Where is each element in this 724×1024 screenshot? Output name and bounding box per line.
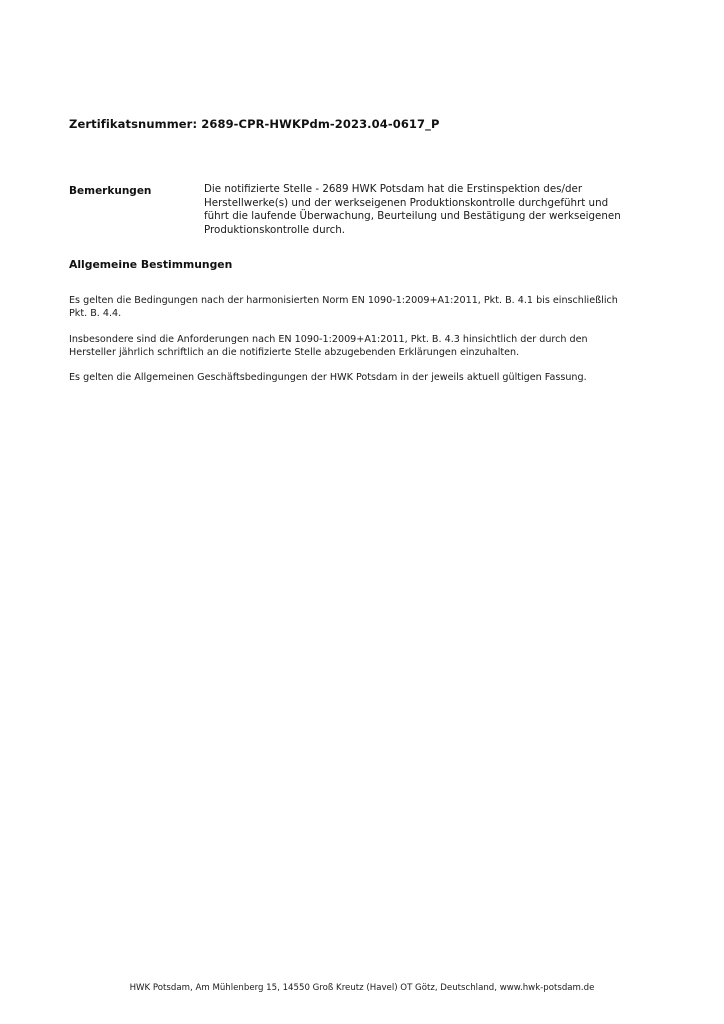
remarks-text: Die notifizierte Stelle - 2689 HWK Potsdam hat die Erstinspektion des/der Herstellwerke(s) und der werkseigenen Produktionskontrolle durchgeführt und führt die laufende Überwachung, Beurteilung und Bestätigung der werkseigenen Produktionskontrolle durch. (204, 183, 621, 236)
certificate-number: Zertifikatsnummer: 2689-CPR-HWKPdm-2023.04-0617_P (69, 117, 440, 131)
general-provisions-paragraph-2: Insbesondere sind die Anforderungen nach EN 1090-1:2009+A1:2011, Pkt. B. 4.3 hinsichtlich der durch den Hersteller jährlich schriftlich an die notifizierte Stelle abzugebenden Erklärungen einzuhalten. (69, 334, 588, 359)
page-footer: HWK Potsdam, Am Mühlenberg 15, 14550 Groß Kreutz (Havel) OT Götz, Deutschland, www.hwk-potsdam.de (129, 983, 595, 993)
general-provisions-heading: Allgemeine Bestimmungen (69, 258, 233, 271)
remarks-label: Bemerkungen (69, 185, 152, 197)
general-provisions-paragraph-1: Es gelten die Bedingungen nach der harmonisierten Norm EN 1090-1:2009+A1:2011, Pkt. B. 4.1 bis einschließlich Pkt. B. 4.4. (69, 295, 618, 320)
general-provisions-paragraph-3: Es gelten die Allgemeinen Geschäftsbedingungen der HWK Potsdam in der jeweils aktuell gültigen Fassung. (69, 372, 587, 383)
